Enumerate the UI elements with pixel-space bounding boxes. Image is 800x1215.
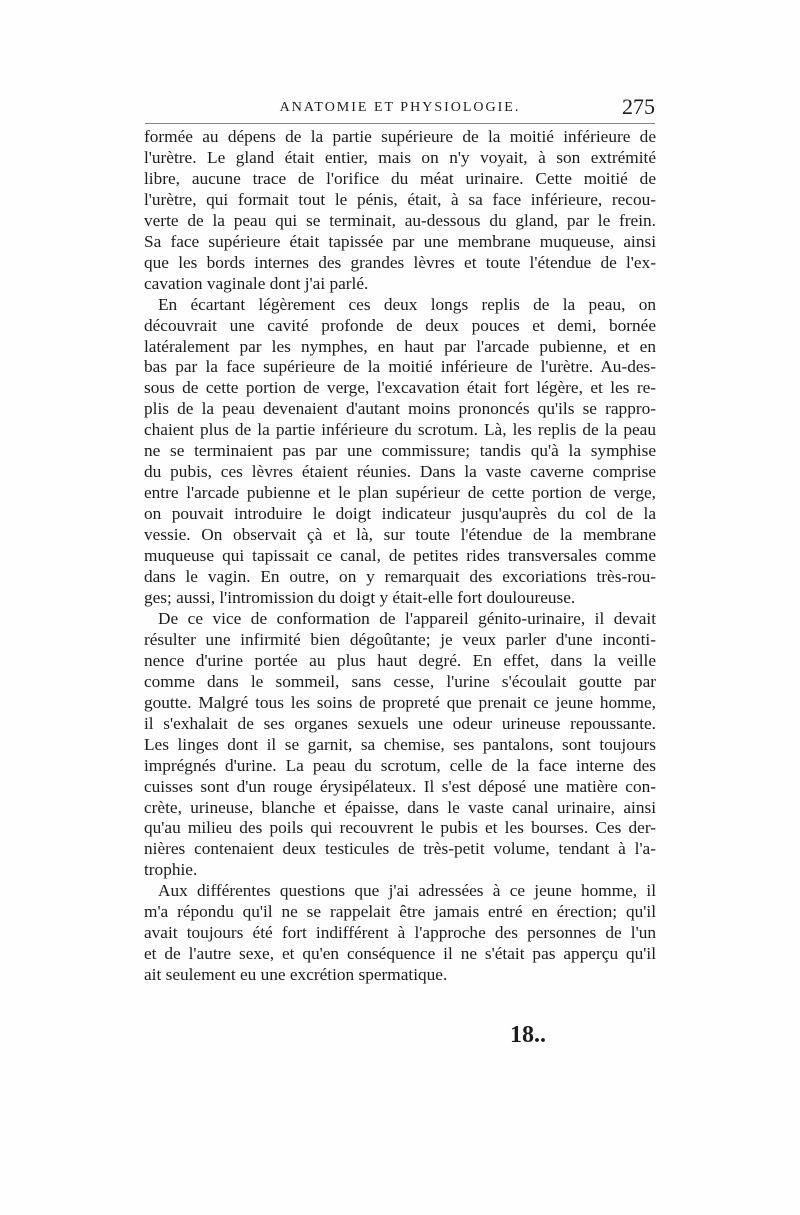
text-line: comme dans le sommeil, sans cesse, l'urine s'écoulait goutte par — [144, 671, 656, 691]
text-line: sous de cette portion de verge, l'excavation était fort légère, et les re- — [144, 378, 656, 398]
header-rule — [145, 123, 655, 124]
text-line: on pouvait introduire le doigt indicateur jusqu'auprès du col de la — [144, 504, 656, 524]
text-line: goutte. Malgré tous les soins de propreté que prenait ce jeune homme, — [144, 692, 656, 712]
text-line: résulter une infirmité bien dégoûtante; je veux parler d'une inconti- — [144, 629, 656, 649]
signature-mark: 18.. — [510, 1022, 546, 1048]
text-line: formée au dépens de la partie supérieure de la moitié inférieure de — [144, 127, 656, 146]
body-text — [144, 127, 656, 986]
text-line: l'urètre. Le gland était entier, mais on n'y voyait, à son extrémité — [144, 147, 656, 167]
text-line: latéralement par les nymphes, en haut par l'arcade pubienne, et en — [144, 336, 656, 356]
text-line: cavation vaginale dont j'ai parlé. — [144, 273, 369, 293]
paragraph — [144, 609, 656, 881]
text-line: ait seulement eu une excrétion spermatique. — [144, 965, 448, 985]
text-line: ges; aussi, l'intromission du doigt y était-elle fort douloureuse. — [144, 587, 576, 607]
text-line: Les linges dont il se garnit, sa chemise, ses pantalons, sont toujours — [144, 734, 656, 754]
text-line: il s'exhalait de ses organes sexuels une odeur urineuse repoussante. — [144, 713, 656, 733]
text-line: bas par la face supérieure de la moitié inférieure de l'urètre. Au-des- — [144, 357, 656, 377]
text-line: imprégnés d'urine. La peau du scrotum, celle de la face interne des — [144, 755, 656, 775]
text-line: nence d'urine portée au plus haut degré. En effet, dans la veille — [144, 650, 656, 670]
running-title: ANATOMIE ET PHYSIOLOGIE. — [279, 100, 521, 115]
text-line: entre l'arcade pubienne et le plan supérieur de cette portion de verge, — [144, 483, 656, 503]
text-line: muqueuse qui tapissait ce canal, de petites rides transversales comme — [144, 546, 656, 566]
text-line: dans le vagin. En outre, on y remarquait des excoriations très-rou- — [144, 567, 656, 587]
text-line: m'a répondu qu'il ne se rappelait être jamais entré en érection; qu'il — [144, 902, 656, 922]
page-number: 275 — [622, 94, 655, 119]
text-line: Aux différentes questions que j'ai adressées à ce jeune homme, il — [158, 881, 656, 901]
text-line: plis de la peau devenaient d'autant moins prononcés qu'ils se rappro- — [144, 399, 656, 419]
paragraph — [144, 295, 656, 609]
text-line: découvrait une cavité profonde de deux pouces et demi, bornée — [144, 315, 656, 335]
text-line: crète, urineuse, blanche et épaisse, dans le vaste canal urinaire, ainsi — [144, 797, 656, 817]
paragraph — [144, 127, 656, 295]
text-line: avait toujours été fort indifférent à l'approche des personnes de l'un — [144, 923, 656, 943]
text-line: En écartant légèrement ces deux longs replis de la peau, on — [158, 294, 656, 314]
text-line: trophie. — [144, 860, 198, 880]
text-line: cuisses sont d'un rouge érysipélateux. Il s'est déposé une matière con- — [144, 776, 656, 796]
text-line: nières contenaient deux testicules de très-petit volume, tendant à l'a- — [144, 839, 656, 859]
text-line: De ce vice de conformation de l'appareil génito-urinaire, il devait — [158, 608, 656, 628]
running-head — [145, 94, 655, 124]
text-line: Sa face supérieure était tapissée par une membrane muqueuse, ainsi — [144, 231, 656, 251]
text-line: libre, aucune trace de l'orifice du méat urinaire. Cette moitié de — [144, 168, 656, 188]
text-line: et de l'autre sexe, et qu'en conséquence il ne s'était pas apperçu qu'il — [144, 944, 656, 964]
text-line: verte de la peau qui se terminait, au-dessous du gland, par le frein. — [144, 210, 656, 230]
paragraph — [144, 881, 656, 986]
text-line: vessie. On observait çà et là, sur toute l'étendue de la membrane — [144, 525, 656, 545]
text-line: que les bords internes des grandes lèvres et toute l'étendue de l'ex- — [144, 252, 656, 272]
text-line: ne se terminaient pas par une commissure; tandis qu'à la symphise — [144, 441, 656, 461]
text-line: l'urètre, qui formait tout le pénis, était, à sa face inférieure, recou- — [144, 189, 656, 209]
text-line: chaient plus de la partie inférieure du scrotum. Là, les replis de la peau — [144, 420, 656, 440]
text-line: du pubis, ces lèvres étaient réunies. Dans la vaste caverne comprise — [144, 462, 656, 482]
text-line: qu'au milieu des poils qui recouvrent le pubis et les bourses. Ces der- — [144, 818, 656, 838]
